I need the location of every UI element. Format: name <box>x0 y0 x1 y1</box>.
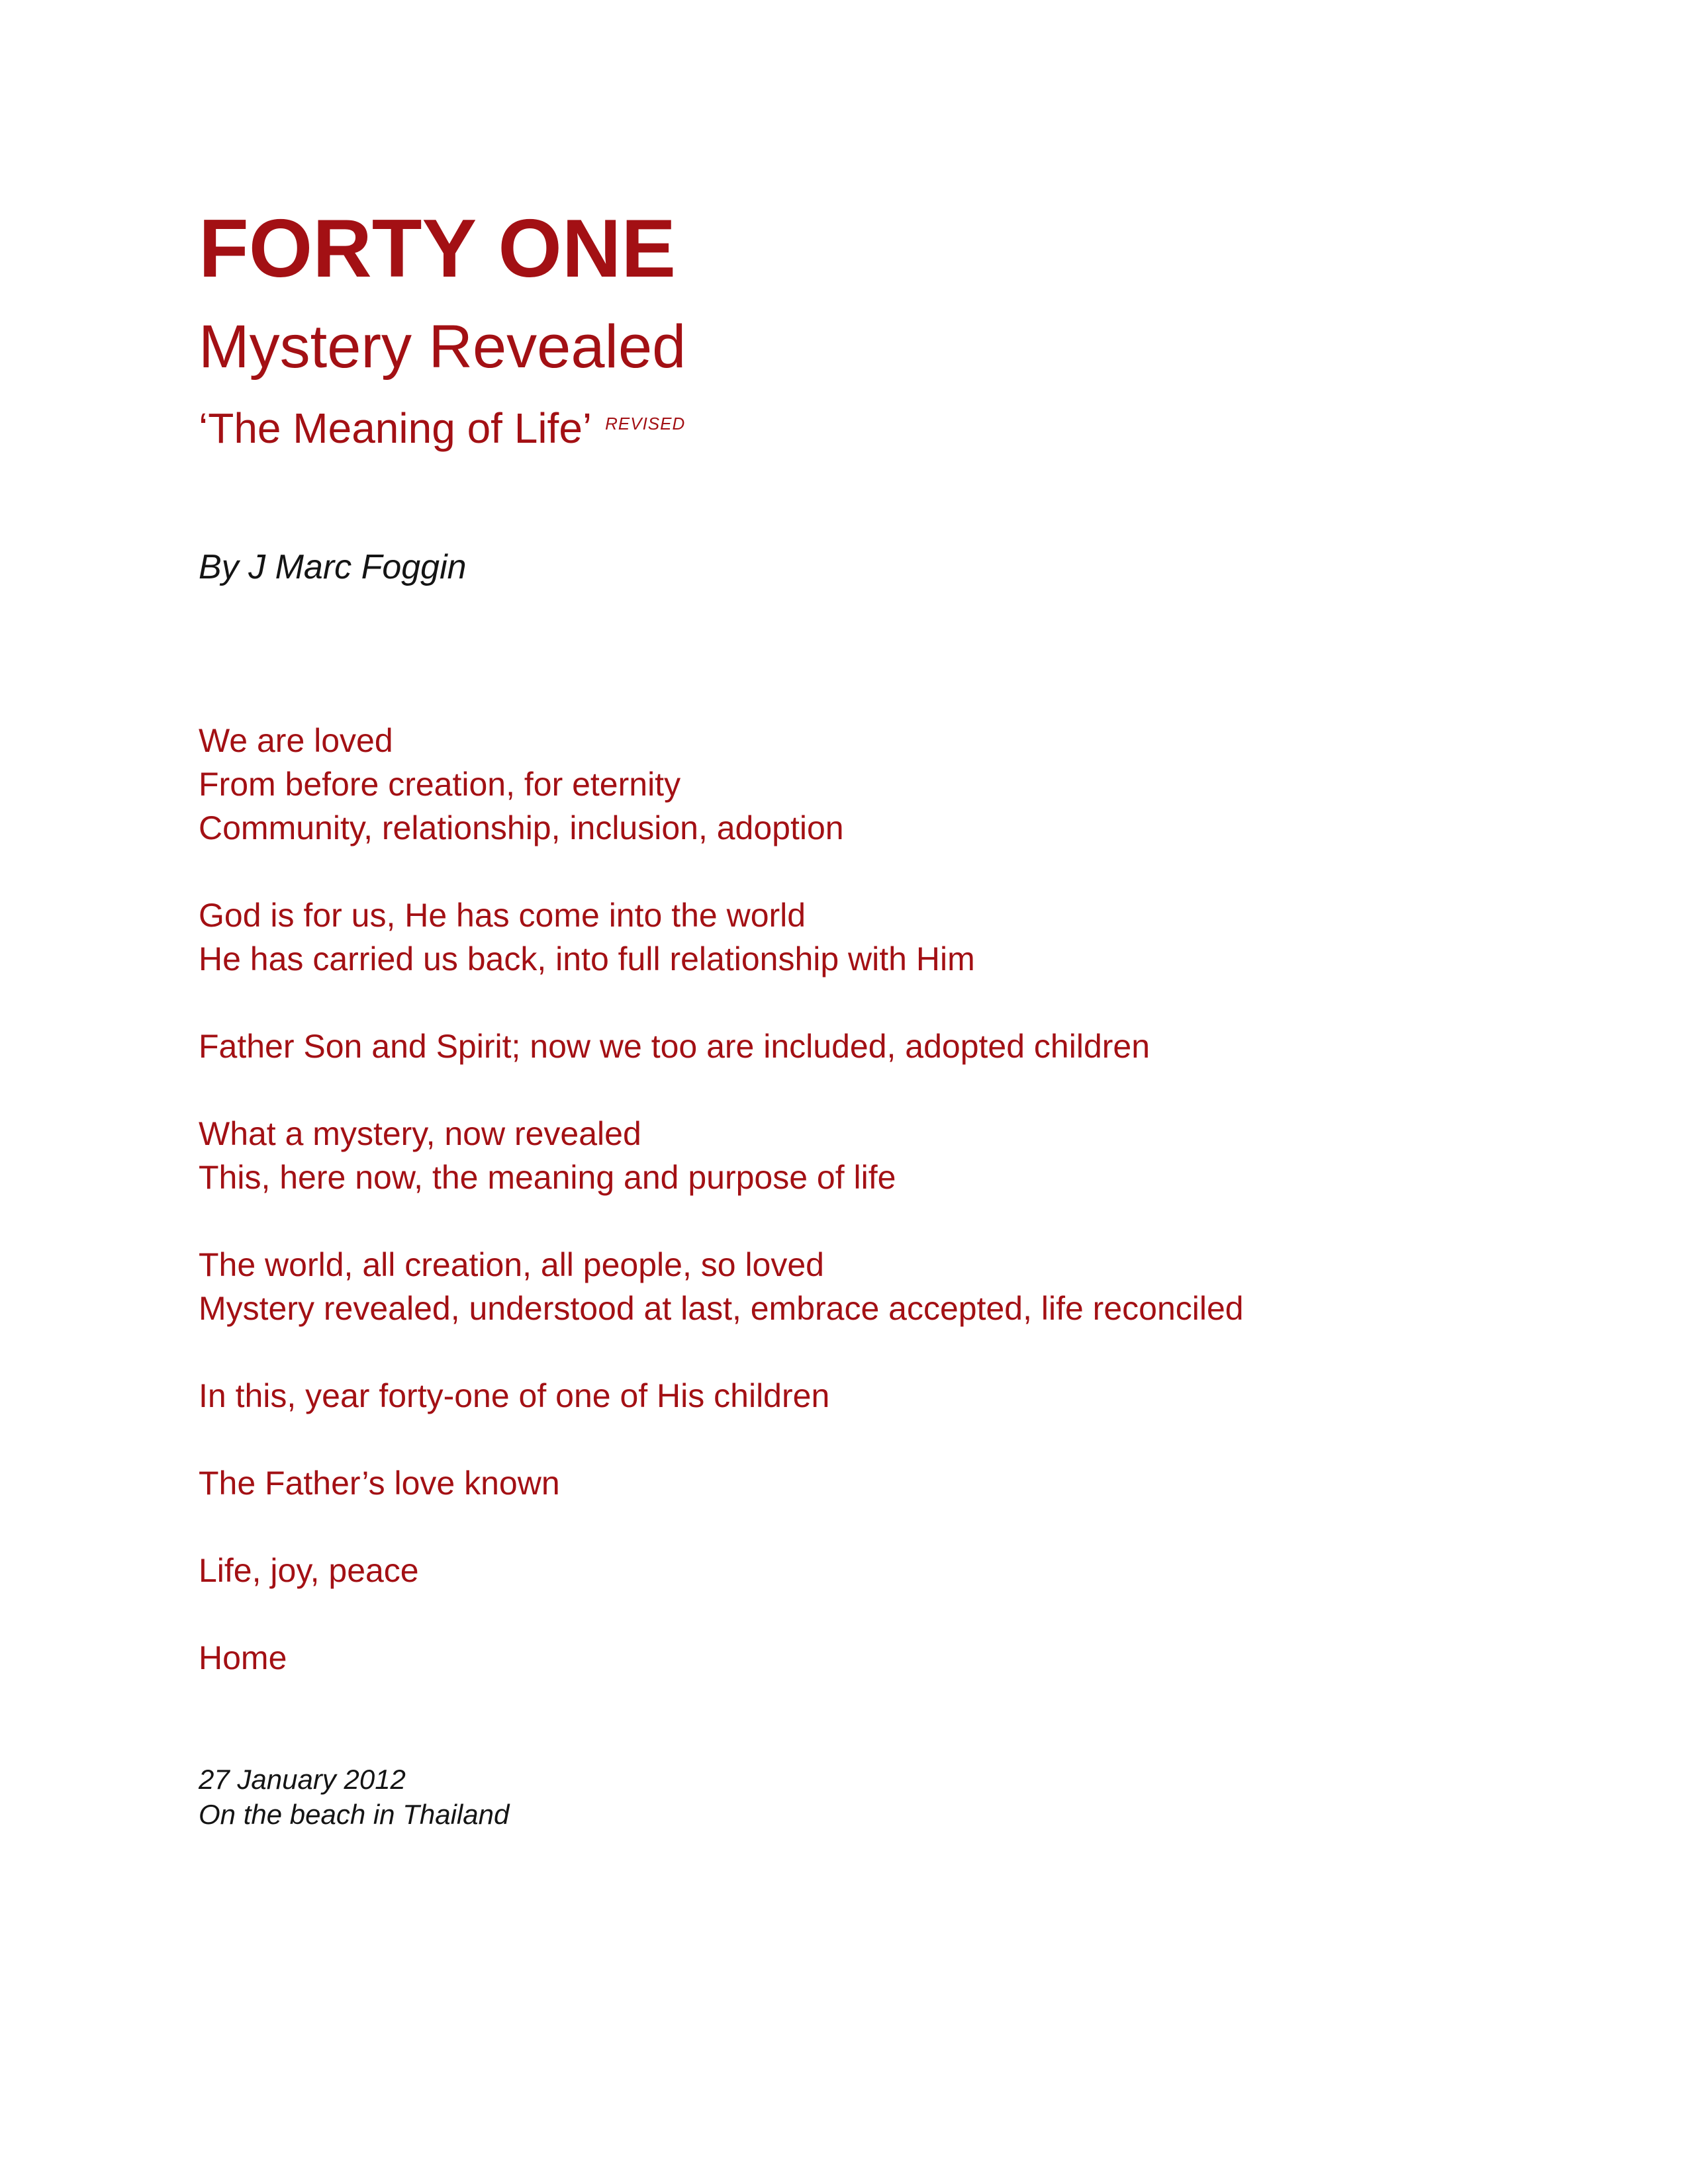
poem-line: Home <box>199 1639 287 1676</box>
page-subtitle: Mystery Revealed <box>199 313 686 381</box>
poem <box>199 719 1489 1680</box>
footer-location: On the beach in Thailand <box>199 1799 510 1830</box>
poem-line: From before creation, for eternity <box>199 766 681 803</box>
stanza <box>199 893 1489 981</box>
tagline <box>199 404 1489 452</box>
poem-line: God is for us, He has come into the world <box>199 897 806 934</box>
footer-date: 27 January 2012 <box>199 1764 406 1795</box>
poem-line: Mystery revealed, understood at last, embrace accepted, life reconciled <box>199 1290 1244 1327</box>
poem-line: He has carried us back, into full relationship with Him <box>199 940 975 978</box>
stanza <box>199 1549 1489 1592</box>
poem-line: Life, joy, peace <box>199 1552 419 1589</box>
tagline-revised-superscript: REVISED <box>605 414 686 433</box>
stanza <box>199 1636 1489 1680</box>
poem-line: What a mystery, now revealed <box>199 1115 641 1152</box>
page-title: FORTY ONE <box>199 203 677 295</box>
stanza <box>199 1112 1489 1199</box>
poem-line: We are loved <box>199 722 393 759</box>
byline: By J Marc Foggin <box>199 548 467 586</box>
stanza <box>199 1374 1489 1418</box>
poem-line: In this, year forty-one of one of His children <box>199 1377 830 1414</box>
stanza <box>199 1024 1489 1068</box>
stanza <box>199 1243 1489 1330</box>
tagline-text: ‘The Meaning of Life’ <box>199 404 592 452</box>
poem-line: This, here now, the meaning and purpose of life <box>199 1159 896 1196</box>
document-content <box>199 0 1489 1832</box>
poem-line: The Father’s love known <box>199 1465 560 1502</box>
stanza <box>199 719 1489 850</box>
poem-line: Father Son and Spirit; now we too are included, adopted children <box>199 1028 1150 1065</box>
poem-line: The world, all creation, all people, so loved <box>199 1246 824 1283</box>
poem-line: Community, relationship, inclusion, adoption <box>199 809 844 846</box>
stanza <box>199 1461 1489 1505</box>
footer <box>199 1762 1489 1832</box>
